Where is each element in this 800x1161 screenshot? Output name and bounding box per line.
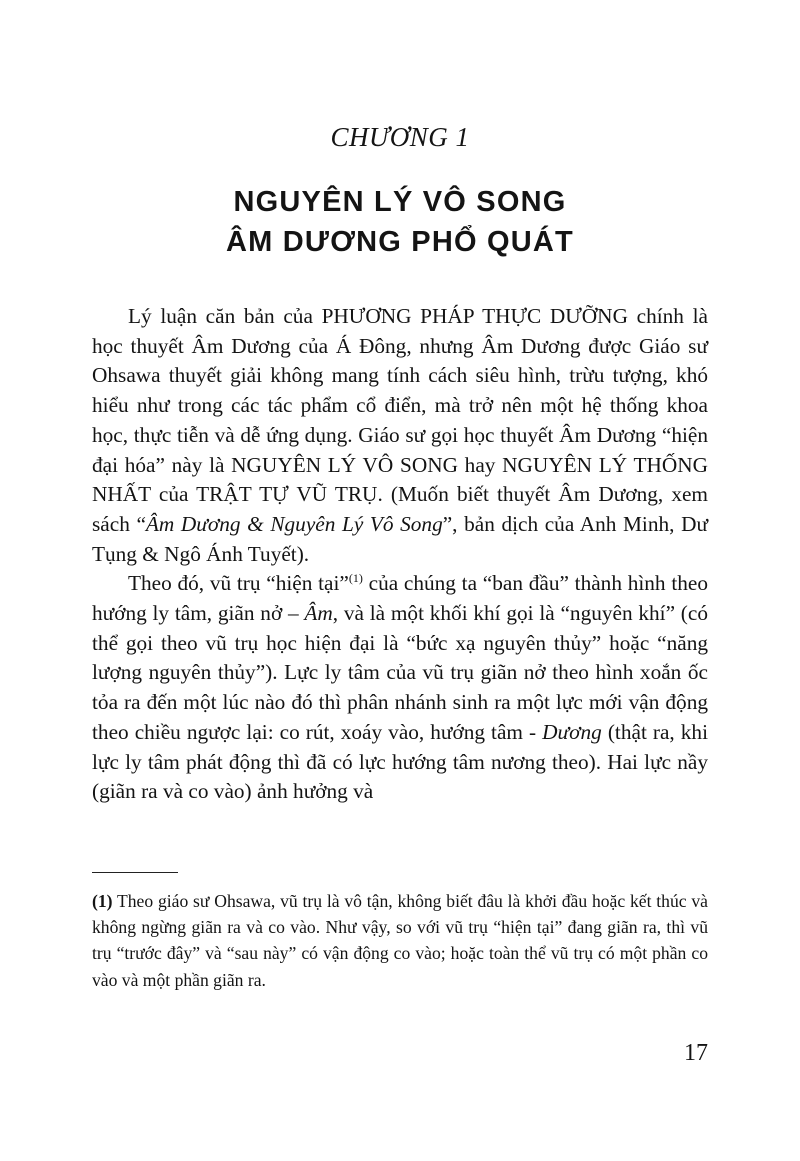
footnote — [92, 888, 708, 993]
chapter-label: CHƯƠNG 1 — [330, 122, 470, 152]
paragraph-1-part-2: ”, bản dịch của Anh Minh, Dư Tụng & Ngô Ánh Tuyết). — [92, 511, 708, 566]
term-am: Âm — [304, 601, 333, 626]
footnote-reference: (1) — [348, 571, 363, 586]
footnote-number: (1) — [92, 891, 113, 911]
paragraph-2-part-2: của chúng ta “ban đầu” thành hình theo hướng ly tâm, giãn nở – — [92, 571, 708, 626]
paragraph-2 — [92, 569, 708, 807]
term-duong: Dương — [542, 719, 602, 744]
footnote-divider — [92, 872, 178, 873]
body-text — [92, 302, 708, 807]
book-title: Âm Dương & Nguyên Lý Vô Song — [145, 511, 443, 536]
footnote-text: Theo giáo sư Ohsawa, vũ trụ là vô tận, không biết đâu là khởi đầu hoặc kết thúc và không ngừng giãn ra và co vào. Như vậy, so với vũ trụ “hiện tại” đang giãn ra, thì vũ trụ “trước đây” và “sau này” có vận động co vào; hoặc toàn thể vũ trụ có một phần co vào và một phần giãn ra. — [92, 891, 708, 990]
paragraph-1 — [92, 302, 708, 569]
paragraph-1-part-1: Lý luận căn bản của PHƯƠNG PHÁP THỰC DƯỠNG chính là học thuyết Âm Dương của Á Đông, nhưng Âm Dương được Giáo sư Ohsawa thuyết giải không mang tính cách siêu hình, trừu tượng, khó hiểu như trong các tác phẩm cổ điển, mà trở nên một hệ thống khoa học, thực tiễn và dễ ứng dụng. Giáo sư gọi học thuyết Âm Dương “hiện đại hóa” này là NGUYÊN LÝ VÔ SONG hay NGUYÊN LÝ THỐNG NHẤT của TRẬT TỰ VŨ TRỤ. (Muốn biết thuyết Âm Dương, xem sách “ — [92, 304, 708, 536]
paragraph-2-part-4: (thật ra, khi lực ly tâm phát động thì đã có lực hướng tâm nương theo). Hai lực nầy (giãn ra và co vào) ảnh hưởng và — [92, 719, 708, 804]
paragraph-2-part-1: Theo đó, vũ trụ “hiện tại” — [128, 571, 349, 596]
chapter-title-line-1: NGUYÊN LÝ VÔ SONG — [233, 186, 567, 218]
chapter-title-line-2: ÂM DƯƠNG PHỔ QUÁT — [226, 226, 574, 258]
page-number: 17 — [684, 1040, 708, 1066]
paragraph-2-part-3: , và là một khối khí gọi là “nguyên khí” (có thể gọi theo vũ trụ học hiện đại là “bức xạ nguyên thủy” hoặc “năng lượng nguyên thủy”). Lực ly tâm của vũ trụ giãn nở theo hình xoắn ốc tỏa ra đến một lúc nào đó thì phân nhánh sinh ra một lực mới vận động theo chiều ngược lại: co rút, xoáy vào, hướng tâm - — [92, 601, 709, 744]
